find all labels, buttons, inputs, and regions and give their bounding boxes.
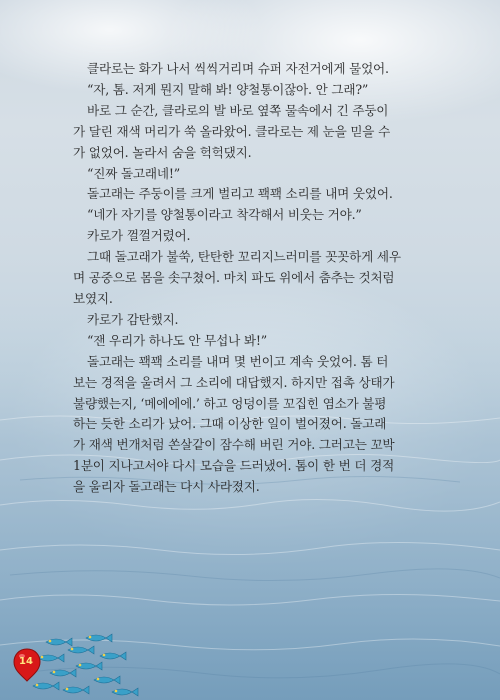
story-text [73, 59, 423, 498]
page-number: 14 [19, 656, 33, 667]
story-line: 돌고래는 꽥꽥 소리를 내며 몇 번이고 계속 웃었어. 톰 터 [87, 353, 389, 369]
story-line: “자, 톰. 저게 뭔지 말해 봐! 양철통이잖아. 안 그래?” [87, 81, 369, 97]
story-line: “진짜 돌고래네!” [87, 165, 180, 181]
story-line: 바로 그 순간, 클라로의 발 바로 옆쪽 물속에서 긴 주둥이 [87, 102, 389, 118]
story-line: 그때 돌고래가 불쑥, 탄탄한 꼬리지느러미를 꼿꼿하게 세우 [87, 249, 401, 265]
story-line: 가 없었어. 놀라서 숨을 헉헉댔지. [73, 144, 252, 160]
story-line: “잰 우리가 하나도 안 무섭나 봐!” [87, 332, 267, 348]
story-line: 불량했는지, ‘메에에에.’ 하고 엉덩이를 꼬집힌 염소가 불평 [73, 395, 387, 411]
story-line: 보는 경적을 울려서 그 소리에 대답했지. 하지만 접촉 상태가 [73, 374, 395, 390]
story-line: 카로가 껄껄거렸어. [87, 228, 191, 244]
story-line: 하는 듯한 소리가 났어. 그때 이상한 일이 벌어졌어. 돌고래 [73, 416, 387, 432]
story-line: 보였지. [73, 290, 113, 306]
fish-school-icon [28, 618, 148, 700]
story-line: “네가 자기를 양철통이라고 착각해서 비웃는 거야.” [87, 207, 362, 223]
story-line: 며 공중으로 몸을 솟구쳤어. 마치 파도 위에서 춤추는 것처럼 [73, 270, 395, 286]
story-line: 카로가 감탄했지. [87, 311, 179, 327]
story-line: 가 달린 재색 머리가 쑥 올라왔어. 클라로는 제 눈을 믿을 수 [73, 123, 391, 139]
story-line: 을 울리자 돌고래는 다시 사라졌지. [73, 479, 260, 495]
story-line: 가 재색 번개처럼 쏜살같이 잠수해 버린 거야. 그러고는 꼬박 [73, 437, 395, 453]
story-line: 돌고래는 주둥이를 크게 벌리고 꽥꽥 소리를 내며 웃었어. [87, 186, 393, 202]
page-number-badge [13, 648, 41, 682]
story-line: 클라로는 화가 나서 씩씩거리며 슈퍼 자전거에게 물었어. [87, 61, 389, 76]
story-line: 1분이 지나고서야 다시 모습을 드러냈어. 톰이 한 번 더 경적 [73, 458, 395, 474]
